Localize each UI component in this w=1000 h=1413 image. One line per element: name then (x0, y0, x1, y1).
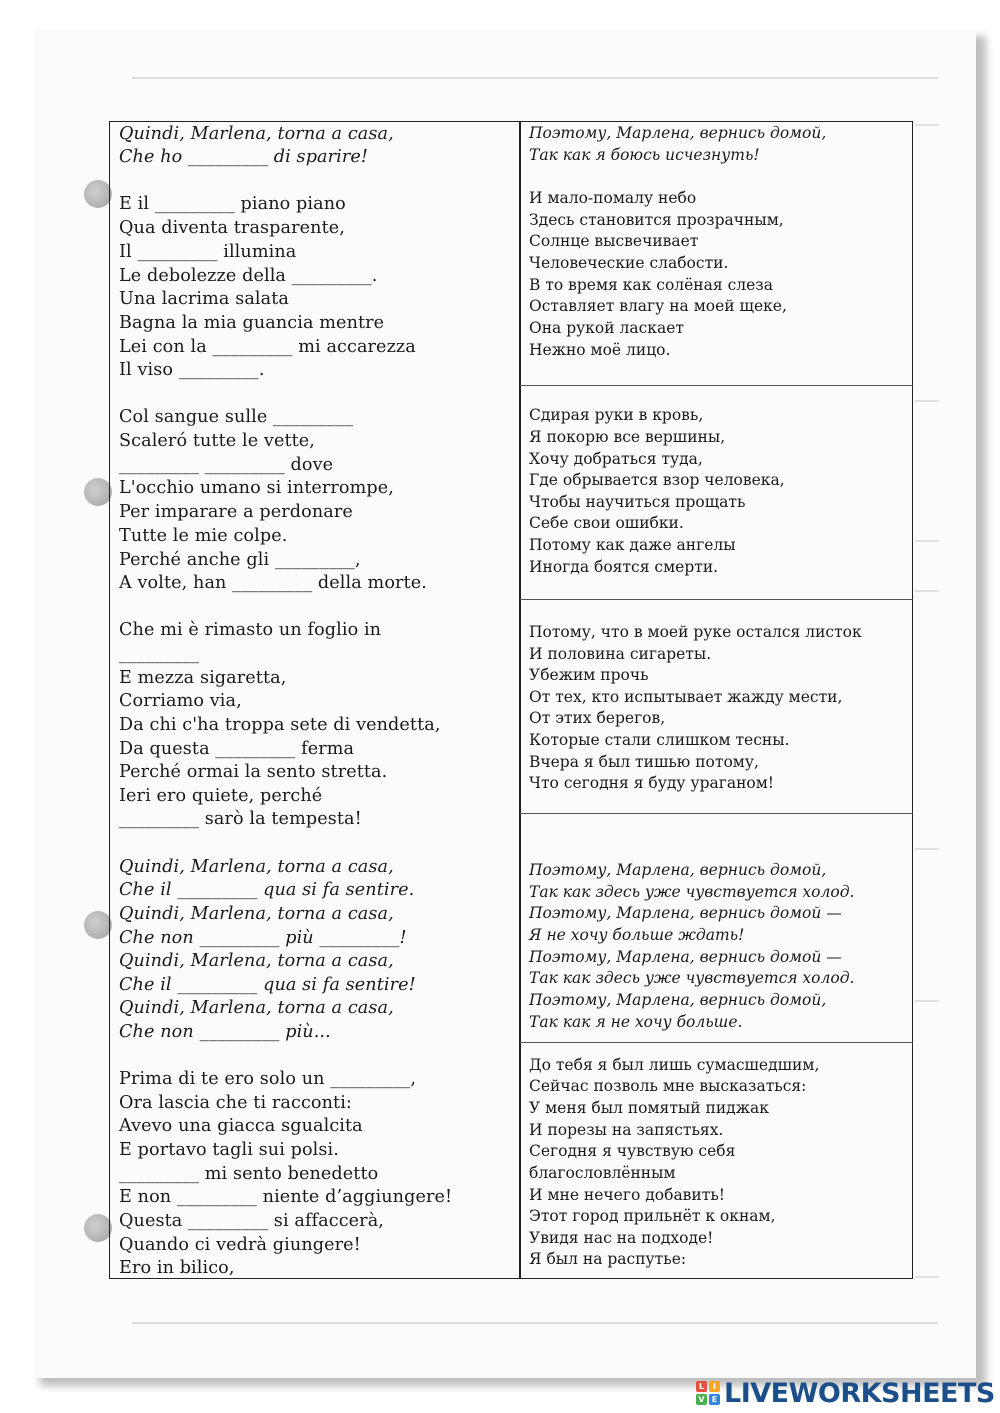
italian-lyric-line: Scaleró tutte le vette, (119, 431, 316, 451)
binder-hole (84, 911, 112, 939)
ruled-line (132, 1322, 938, 1324)
ruled-line (915, 1276, 939, 1278)
ruled-line (132, 77, 938, 79)
italian-lyric-line: Una lacrima salata (119, 289, 290, 309)
italian-lyric-line: Qua diventa trasparente, (119, 218, 345, 238)
italian-lyric-line: E non _________ niente d’aggiungere! (119, 1187, 453, 1207)
russian-lyric-line: Так как я боюсь исчезнуть! (529, 146, 760, 164)
russian-lyric-line: Так как здесь уже чувствуется холод. (529, 969, 855, 987)
russian-lyric-line: Себе свои ошибки. (529, 514, 684, 532)
russian-lyric-line: И мало-помалу небо (529, 189, 697, 207)
italian-lyric-line: Ero in bilico, (119, 1258, 235, 1278)
italian-lyric-line: Da chi c'ha troppa sete di vendetta, (119, 715, 441, 735)
russian-lyric-line: От этих берегов, (529, 709, 666, 727)
italian-lyric-line: _________ _________ dove (119, 455, 334, 475)
russian-lyric-line: В то время как солёная слеза (529, 276, 773, 294)
italian-lyric-line: _________ sarò la tempesta! (119, 809, 362, 829)
italian-lyric-line: Le debolezze della _________. (119, 266, 378, 286)
italian-lyric-line: Quindi, Marlena, torna a casa, (119, 904, 394, 924)
russian-lyric-line: Где обрывается взор человека, (529, 471, 785, 489)
italian-lyric-line: Che non _________ più... (119, 1022, 331, 1042)
russian-lyric-line: Поэтому, Марлена, вернись домой — (529, 904, 842, 922)
italian-lyric-line: Avevo una giacca sgualcita (119, 1116, 363, 1136)
russian-lyric-line: Поэтому, Марлена, вернись домой — (529, 948, 842, 966)
italian-lyric-line: Che ho _________ di sparire! (119, 147, 369, 167)
italian-lyric-line: Quindi, Marlena, torna a casa, (119, 124, 394, 144)
russian-lyric-line: И мне нечего добавить! (529, 1186, 725, 1204)
russian-lyric-line: И половина сигареты. (529, 645, 712, 663)
russian-lyric-line: Так как здесь уже чувствуется холод. (529, 883, 855, 901)
logo-text: LIVEWORKSHEETS (724, 1377, 995, 1409)
italian-lyric-line: A volte, han _________ della morte. (119, 573, 427, 593)
russian-lyric-line: Сейчас позволь мне высказаться: (529, 1077, 807, 1095)
russian-lyric-line: Я не хочу больше ждать! (529, 926, 745, 944)
ruled-line (915, 124, 939, 126)
row-divider (520, 385, 913, 386)
russian-lyric-line: Так как я не хочу больше. (529, 1013, 743, 1031)
italian-lyric-line: Ora lascia che ti racconti: (119, 1093, 352, 1113)
row-divider (520, 599, 913, 600)
russian-lyric-line: Нежно моё лицо. (529, 341, 671, 359)
italian-lyric-line: Quindi, Marlena, torna a casa, (119, 857, 394, 877)
italian-lyric-line: Corriamo via, (119, 691, 242, 711)
russian-lyric-line: Сдирая руки в кровь, (529, 406, 704, 424)
russian-lyric-line: Сегодня я чувствую себя (529, 1142, 736, 1160)
russian-lyric-line: Потому, что в моей руке остался листок (529, 623, 862, 641)
russian-lyric-line: Вчера я был тишью потому, (529, 753, 759, 771)
russian-lyric-line: И порезы на запястьях. (529, 1121, 724, 1139)
ruled-line (915, 848, 939, 850)
russian-lyric-line: Поэтому, Марлена, вернись домой, (529, 991, 827, 1009)
italian-lyric-line: Perché anche gli _________, (119, 550, 361, 570)
italian-lyric-line: _________ (119, 644, 200, 664)
italian-lyric-line: _________ mi sento benedetto (119, 1164, 379, 1184)
italian-lyric-line: Che il _________ qua si fa sentire! (119, 975, 416, 995)
russian-lyric-line: Которые стали слишком тесны. (529, 731, 790, 749)
italian-lyric-line: Quindi, Marlena, torna a casa, (119, 998, 394, 1018)
italian-lyric-line: Lei con la _________ mi accarezza (119, 337, 416, 357)
russian-lyric-line: Солнце высвечивает (529, 232, 699, 250)
row-divider (520, 1042, 913, 1043)
liveworksheets-logo (696, 1378, 995, 1408)
russian-lyric-line: Поэтому, Марлена, вернись домой, (529, 861, 827, 879)
italian-lyric-line: Questa _________ si affaccerà, (119, 1211, 384, 1231)
russian-lyric-line: Поэтому, Марлена, вернись домой, (529, 124, 827, 142)
logo-mark-tile: I (709, 1381, 720, 1392)
binder-hole (84, 1214, 112, 1242)
column-divider (519, 121, 521, 1279)
russian-lyric-line: Я был на распутье: (529, 1250, 687, 1268)
italian-lyric-line: Che non _________ più _________! (119, 928, 407, 948)
ruled-line (915, 400, 939, 402)
italian-lyric-line: Tutte le mie colpe. (119, 526, 288, 546)
italian-lyric-line: Che il _________ qua si fa sentire. (119, 880, 415, 900)
italian-lyric-line: L'occhio umano si interrompe, (119, 478, 394, 498)
ruled-line (915, 590, 939, 592)
logo-mark-tile: L (696, 1381, 707, 1392)
italian-lyric-line: E il _________ piano piano (119, 194, 346, 214)
italian-lyric-line: Il viso _________. (119, 360, 265, 380)
russian-lyric-line: Убежим прочь (529, 666, 649, 684)
russian-lyric-line: Она рукой ласкает (529, 319, 684, 337)
russian-lyric-line: Человеческие слабости. (529, 254, 729, 272)
russian-lyric-line: Оставляет влагу на моей щеке, (529, 297, 787, 315)
russian-lyric-line: От тех, кто испытывает жажду мести, (529, 688, 843, 706)
russian-lyric-line: Увидя нас на подходе! (529, 1229, 714, 1247)
russian-lyric-line: Я покорю все вершины, (529, 428, 726, 446)
ruled-line (915, 1000, 939, 1002)
russian-lyric-line: благословлённым (529, 1164, 676, 1182)
ruled-line (915, 540, 939, 542)
logo-mark-tile: E (709, 1394, 720, 1405)
italian-lyric-line: Che mi è rimasto un foglio in (119, 620, 382, 640)
italian-lyric-line: Bagna la mia guancia mentre (119, 313, 385, 333)
russian-lyric-line: До тебя я был лишь сумасшедшим, (529, 1056, 820, 1074)
liveworksheets-mark-icon (696, 1381, 720, 1405)
italian-lyric-line: Quindi, Marlena, torna a casa, (119, 951, 394, 971)
russian-lyric-line: Чтобы научиться прощать (529, 493, 746, 511)
italian-lyric-line: Ieri ero quiete, perché (119, 786, 323, 806)
italian-lyric-line: Da questa _________ ferma (119, 739, 355, 759)
italian-lyric-line: Il _________ illumina (119, 242, 297, 262)
russian-lyric-line: У меня был помятый пиджак (529, 1099, 769, 1117)
russian-lyric-line: Что сегодня я буду ураганом! (529, 774, 775, 792)
logo-mark-tile: V (696, 1394, 707, 1405)
italian-lyric-line: Per imparare a perdonare (119, 502, 353, 522)
italian-lyric-line: E portavo tagli sui polsi. (119, 1140, 339, 1160)
italian-lyric-line: Perché ormai la sento stretta. (119, 762, 388, 782)
russian-lyric-line: Потому как даже ангелы (529, 536, 736, 554)
russian-lyric-line: Хочу добраться туда, (529, 450, 703, 468)
russian-lyric-line: Этот город прильнёт к окнам, (529, 1207, 776, 1225)
russian-lyric-line: Иногда боятся смерти. (529, 558, 719, 576)
italian-lyric-line: Col sangue sulle _________ (119, 407, 354, 427)
italian-lyric-line: Prima di te ero solo un _________, (119, 1069, 417, 1089)
italian-lyric-line: Quando ci vedrà giungere! (119, 1235, 361, 1255)
russian-lyric-line: Здесь становится прозрачным, (529, 211, 784, 229)
italian-lyric-line: E mezza sigaretta, (119, 668, 287, 688)
binder-hole (84, 180, 112, 208)
binder-hole (84, 478, 112, 506)
row-divider (520, 813, 913, 814)
